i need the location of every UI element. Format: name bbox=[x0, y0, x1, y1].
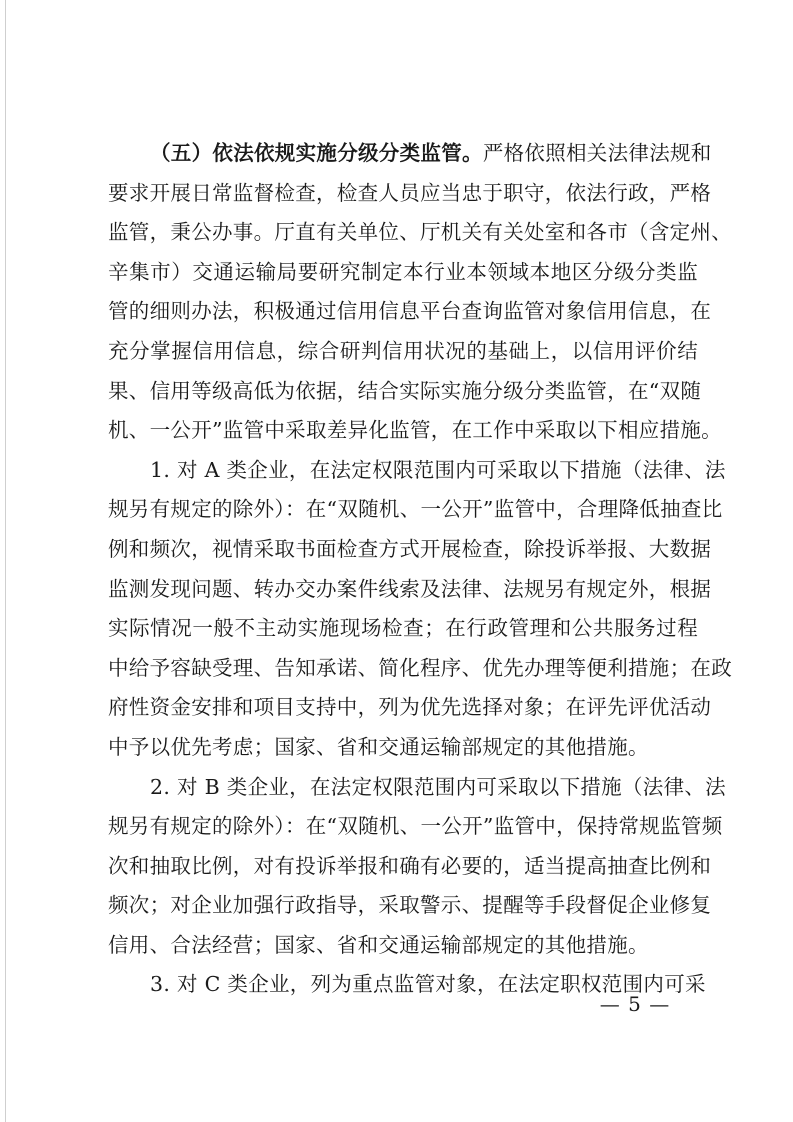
item-line: 中给予容缺受理、告知承诺、简化程序、优先办理等便利措施；在政 bbox=[108, 655, 732, 680]
item-2 bbox=[108, 768, 726, 966]
paragraph-line: 机、一公开”监管中采取差异化监管，在工作中采取以下相应措施。 bbox=[108, 418, 722, 443]
section-heading: （五）依法依规实施分级分类监管。 bbox=[150, 141, 483, 165]
item-line: 1. 对 A 类企业，在法定权限范围内可采取以下措施（法律、法 bbox=[150, 457, 726, 482]
paragraph-line: 监管，秉公办事。厅直有关单位、厅机关有关处室和各市（含定州、 bbox=[108, 220, 732, 245]
item-line: 府性资金安排和项目支持中，列为优先选择对象；在评先评优活动 bbox=[108, 695, 712, 720]
item-line: 频次；对企业加强行政指导，采取警示、提醒等手段督促企业修复 bbox=[108, 893, 712, 918]
paragraph-line: 要求开展日常监督检查，检查人员应当忠于职守，依法行政，严格 bbox=[108, 180, 712, 205]
item-line: 规另有规定的除外）：在“双随机、一公开”监管中，保持常规监管频 bbox=[108, 814, 723, 839]
paragraph-line: 辛集市）交通运输局要研究制定本行业本领域本地区分级分类监 bbox=[108, 259, 698, 284]
item-line: 规另有规定的除外）：在“双随机、一公开”监管中，合理降低抽查比 bbox=[108, 497, 723, 522]
item-line: 例和频次，视情采取书面检查方式开展检查，除投诉举报、大数据 bbox=[108, 536, 712, 561]
item-line: 3. 对 C 类企业，列为重点监管对象，在法定职权范围内可采 bbox=[150, 972, 706, 997]
paragraph-line bbox=[108, 134, 712, 174]
paragraph-5 bbox=[108, 134, 732, 451]
item-1 bbox=[108, 451, 732, 768]
paragraph-line: 管的细则办法，积极通过信用信息平台查询监管对象信用信息，在 bbox=[108, 299, 712, 324]
item-line: 监测发现问题、转办交办案件线索及法律、法规另有规定外，根据 bbox=[108, 576, 712, 601]
item-line: 中予以优先考虑；国家、省和交通运输部规定的其他措施。 bbox=[108, 734, 649, 759]
document-body bbox=[108, 134, 732, 1005]
item-line: 实际情况一般不主动实施现场检查；在行政管理和公共服务过程 bbox=[108, 616, 698, 641]
page-number: — 5 — bbox=[599, 992, 671, 1016]
item-line: 2. 对 B 类企业，在法定权限范围内可采取以下措施（法律、法 bbox=[150, 774, 726, 799]
paragraph-line: 充分掌握信用信息，综合研判信用状况的基础上，以信用评价结 bbox=[108, 338, 698, 363]
paragraph-line: 果、信用等级高低为依据，结合实际实施分级分类监管，在“双随 bbox=[108, 378, 702, 403]
page-edge bbox=[0, 0, 6, 1122]
paragraph-text: 严格依照相关法律法规和 bbox=[482, 141, 712, 165]
item-line: 信用、合法经营；国家、省和交通运输部规定的其他措施。 bbox=[108, 932, 649, 957]
item-line: 次和抽取比例，对有投诉举报和确有必要的，适当提高抽查比例和 bbox=[108, 853, 712, 878]
